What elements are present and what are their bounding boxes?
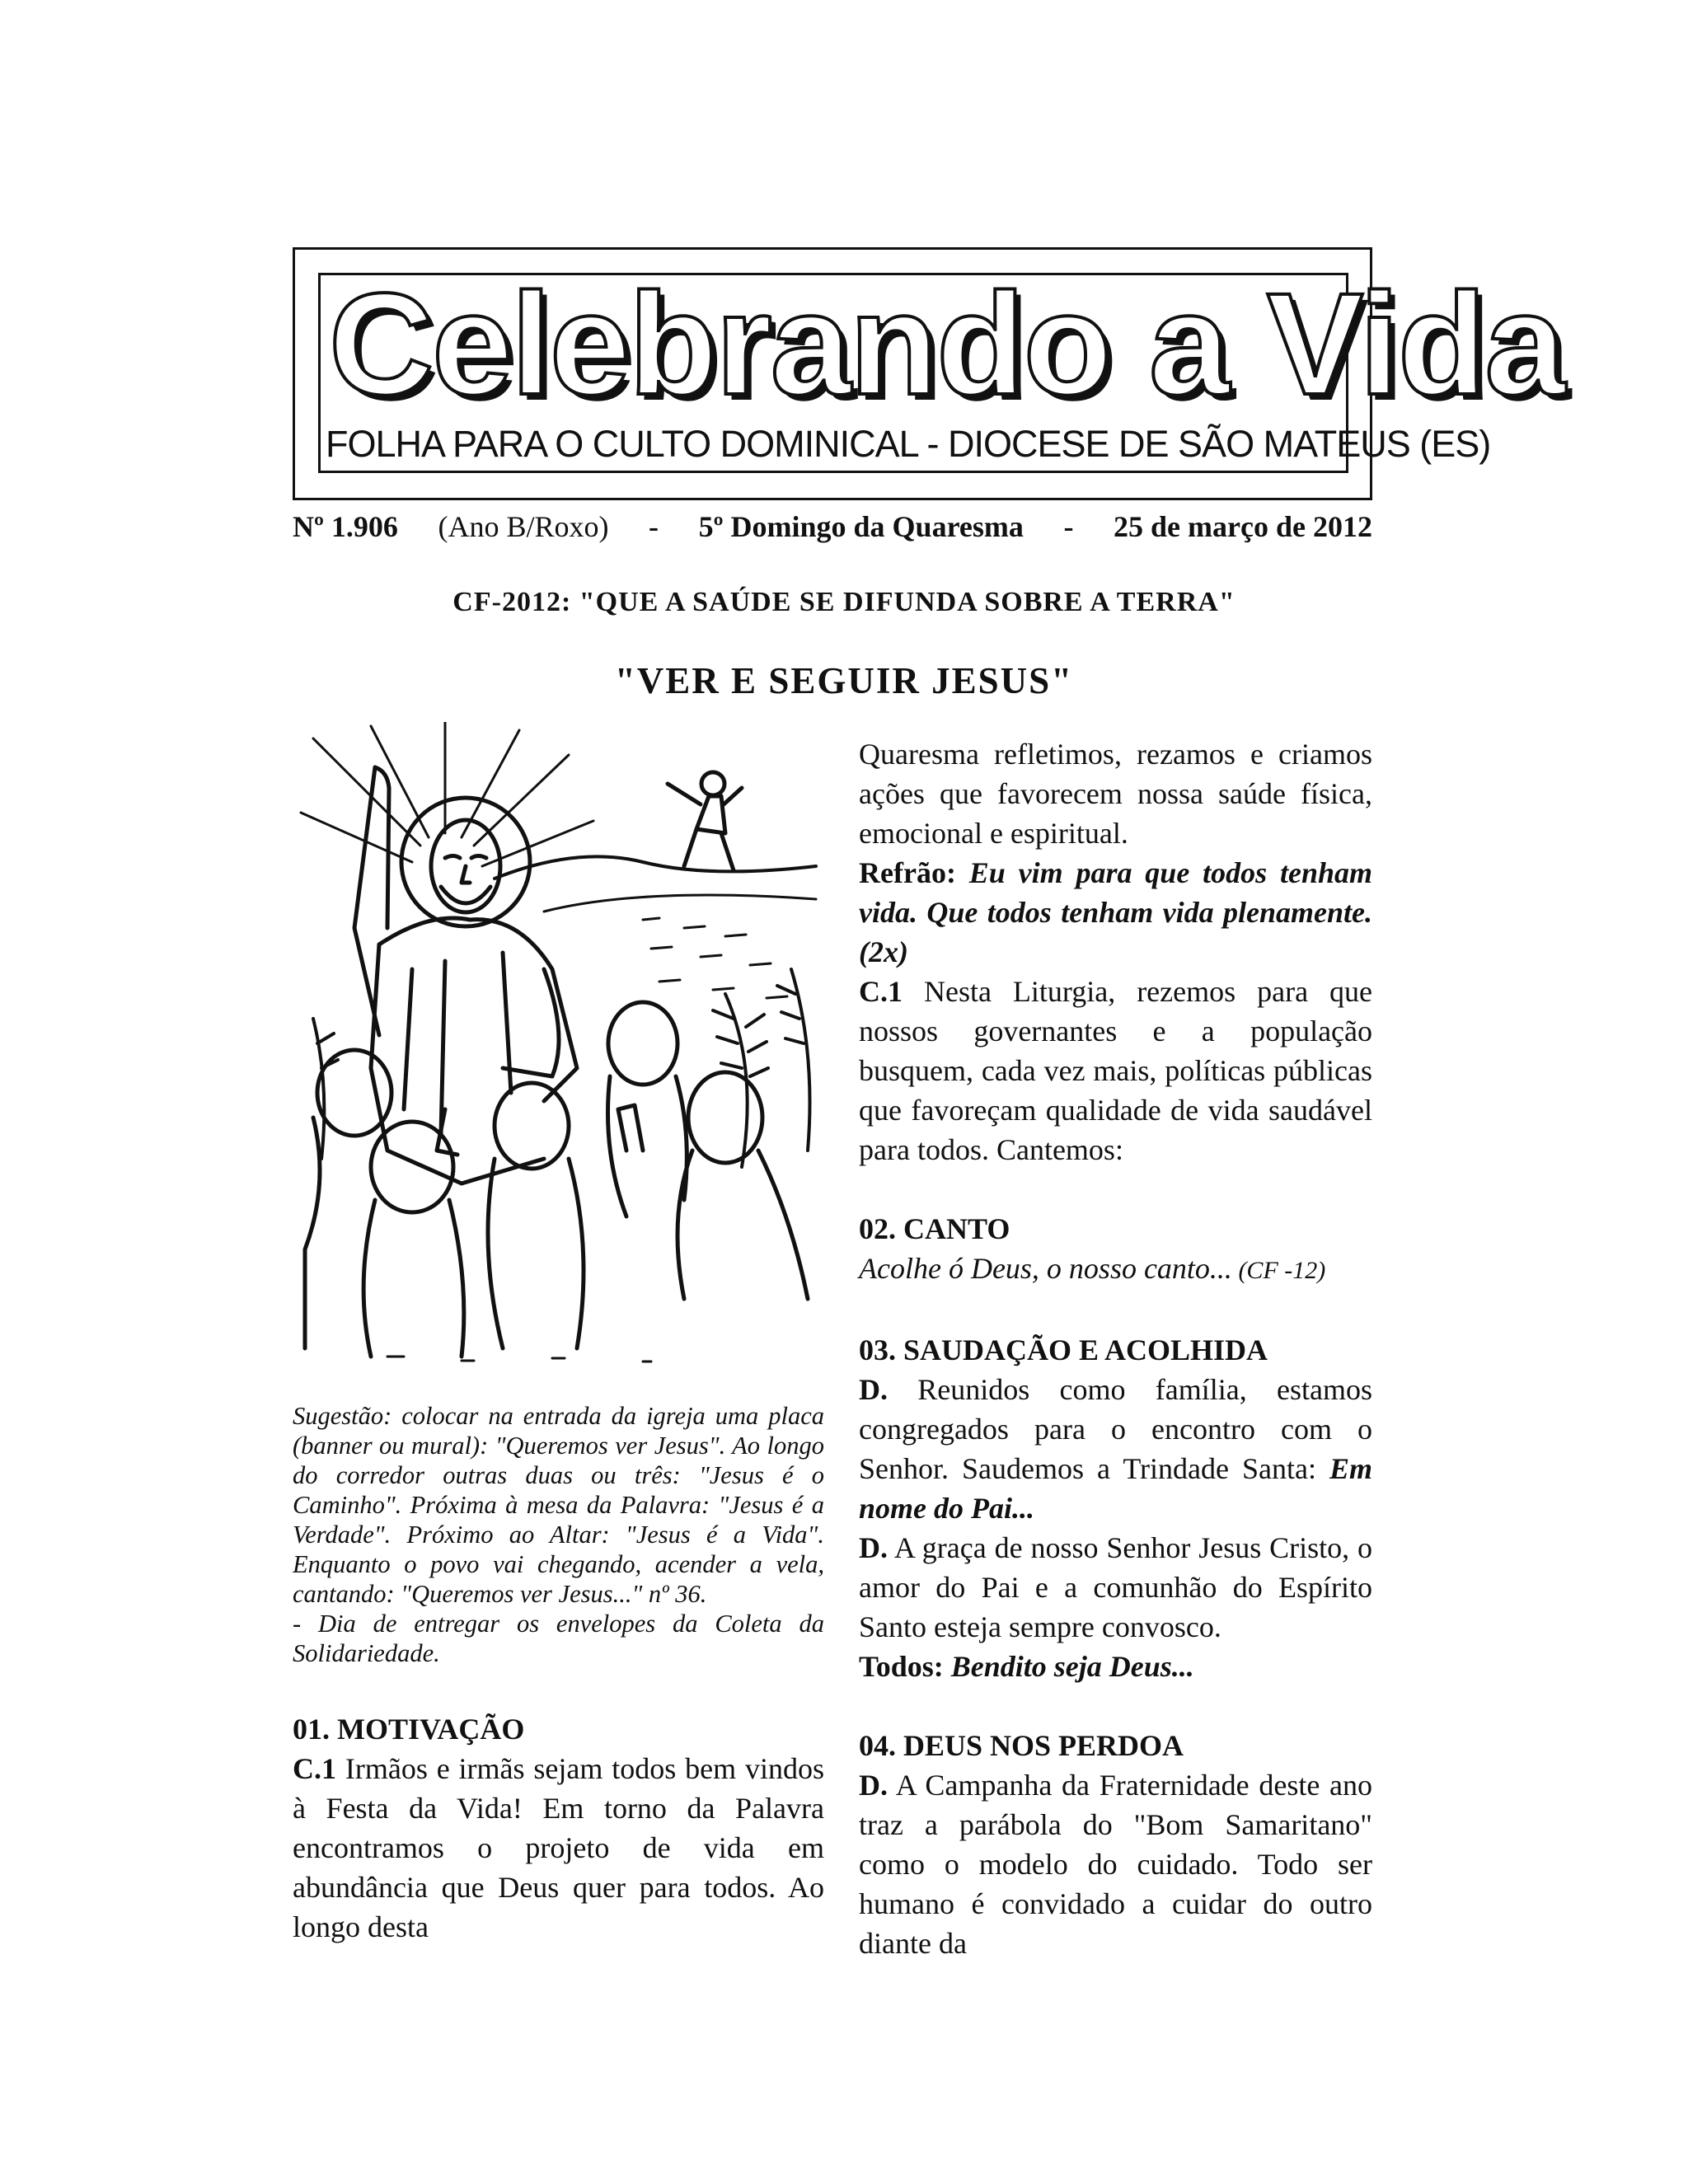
section-canto-title: 02. CANTO xyxy=(859,1212,1010,1245)
section-motivacao-title: 01. MOTIVAÇÃO xyxy=(293,1713,525,1746)
section-saudacao-all xyxy=(859,1647,1372,1686)
issue-date: 25 de março de 2012 xyxy=(1114,510,1372,543)
speaker-label: D. xyxy=(859,1373,888,1406)
suggestion-text: Sugestão: colocar na entrada da igreja uma placa (banner ou mural): "Queremos ver Jesus". Ao longo do corredor outras duas ou três: "Jesus é o Caminho". Próxima à mesa da Palavra: "Jesus é a Verdade". Próximo ao Altar: "Jesus é a Vida". Enquanto o povo vai chegando, acender a vela, cantando: "Queremos ver Jesus..." nº 36. xyxy=(293,1402,824,1608)
response-label: Todos: xyxy=(859,1650,944,1683)
paragraph-text: A graça de nosso Senhor Jesus Cristo, o amor do Pai e a comunhão do Espírito Santo esteja sempre convosco. xyxy=(859,1531,1372,1643)
section-perdoa-title: 04. DEUS NOS PERDOA xyxy=(859,1729,1184,1762)
response-text: Bendito seja Deus... xyxy=(943,1650,1194,1683)
liturgical-year: (Ano B/Roxo) xyxy=(438,510,609,543)
song-reference: (CF -12) xyxy=(1231,1257,1326,1284)
song-title: Acolhe ó Deus, o nosso canto... xyxy=(859,1252,1232,1285)
campaign-heading: CF-2012: "QUE A SAÚDE SE DIFUNDA SOBRE A TERRA" xyxy=(452,587,1236,617)
section-saudacao-d2 xyxy=(859,1528,1372,1647)
issue-line xyxy=(293,509,1372,544)
refrain-label: Refrão: xyxy=(859,856,956,889)
left-column xyxy=(293,1401,824,1947)
section-perdoa-text xyxy=(859,1765,1372,1963)
masthead-inner-frame xyxy=(318,264,1564,473)
issue-separator: - xyxy=(649,510,659,543)
issue-number: Nº 1.906 xyxy=(293,510,398,543)
masthead xyxy=(293,247,1564,500)
refrain-text: Eu vim para que todos tenham vida. Que todos tenham vida plenamente. (2x) xyxy=(859,856,1372,968)
paragraph-text: Quaresma refletimos, rezamos e criamos ações que favorecem nossa saúde física, emocional e espiritual. xyxy=(859,738,1372,850)
section-saudacao-title: 03. SAUDAÇÃO E ACOLHIDA xyxy=(859,1333,1268,1366)
refrain xyxy=(859,853,1372,972)
section-motivacao-text xyxy=(293,1749,824,1947)
masthead-subtitle: FOLHA PARA O CULTO DOMINICAL - DIOCESE DE SÃO MATEUS (ES) xyxy=(326,423,1491,465)
paragraph-text: Irmãos e irmãs sejam todos bem vindos à Festa da Vida! Em torno da Palavra encontramos o projeto de vida em abundância que Deus quer para todos. Ao longo desta xyxy=(293,1752,824,1943)
jesus-preaching-illustration xyxy=(297,722,824,1373)
section-canto-song xyxy=(859,1249,1372,1291)
issue-separator: - xyxy=(1063,510,1074,543)
section-saudacao-d1 xyxy=(859,1370,1372,1528)
masthead-title: Celebrando a Vida xyxy=(329,264,1564,425)
liturgical-sunday: 5º Domingo da Quaresma xyxy=(698,510,1024,543)
paragraph-text: Reunidos como família, estamos congregados para o encontro com o Senhor. Saudemos a Trindade Santa: xyxy=(859,1373,1372,1485)
speaker-label: D. xyxy=(859,1531,888,1564)
prayer-c1 xyxy=(859,972,1372,1169)
theme-heading: "VER E SEGUIR JESUS" xyxy=(614,660,1074,701)
speaker-label: C.1 xyxy=(293,1752,336,1785)
suggestion-note: - Dia de entregar os envelopes da Coleta da Solidariedade. xyxy=(293,1610,824,1667)
speaker-label: C.1 xyxy=(859,975,903,1008)
paragraph-text: Nesta Liturgia, rezemos para que nossos governantes e a população busquem, cada vez mais, políticas públicas que favoreçam qualidade de vida saudável para todos. Cantemos: xyxy=(859,975,1372,1166)
right-column xyxy=(859,734,1372,1963)
paragraph-text: A Campanha da Fraternidade deste ano traz a parábola do "Bom Samaritano" como o modelo do cuidado. Todo ser humano é convidado a cuidar do outro diante da xyxy=(859,1769,1372,1960)
response-text: Em nome do Pai... xyxy=(859,1452,1372,1525)
speaker-label: D. xyxy=(859,1769,888,1802)
